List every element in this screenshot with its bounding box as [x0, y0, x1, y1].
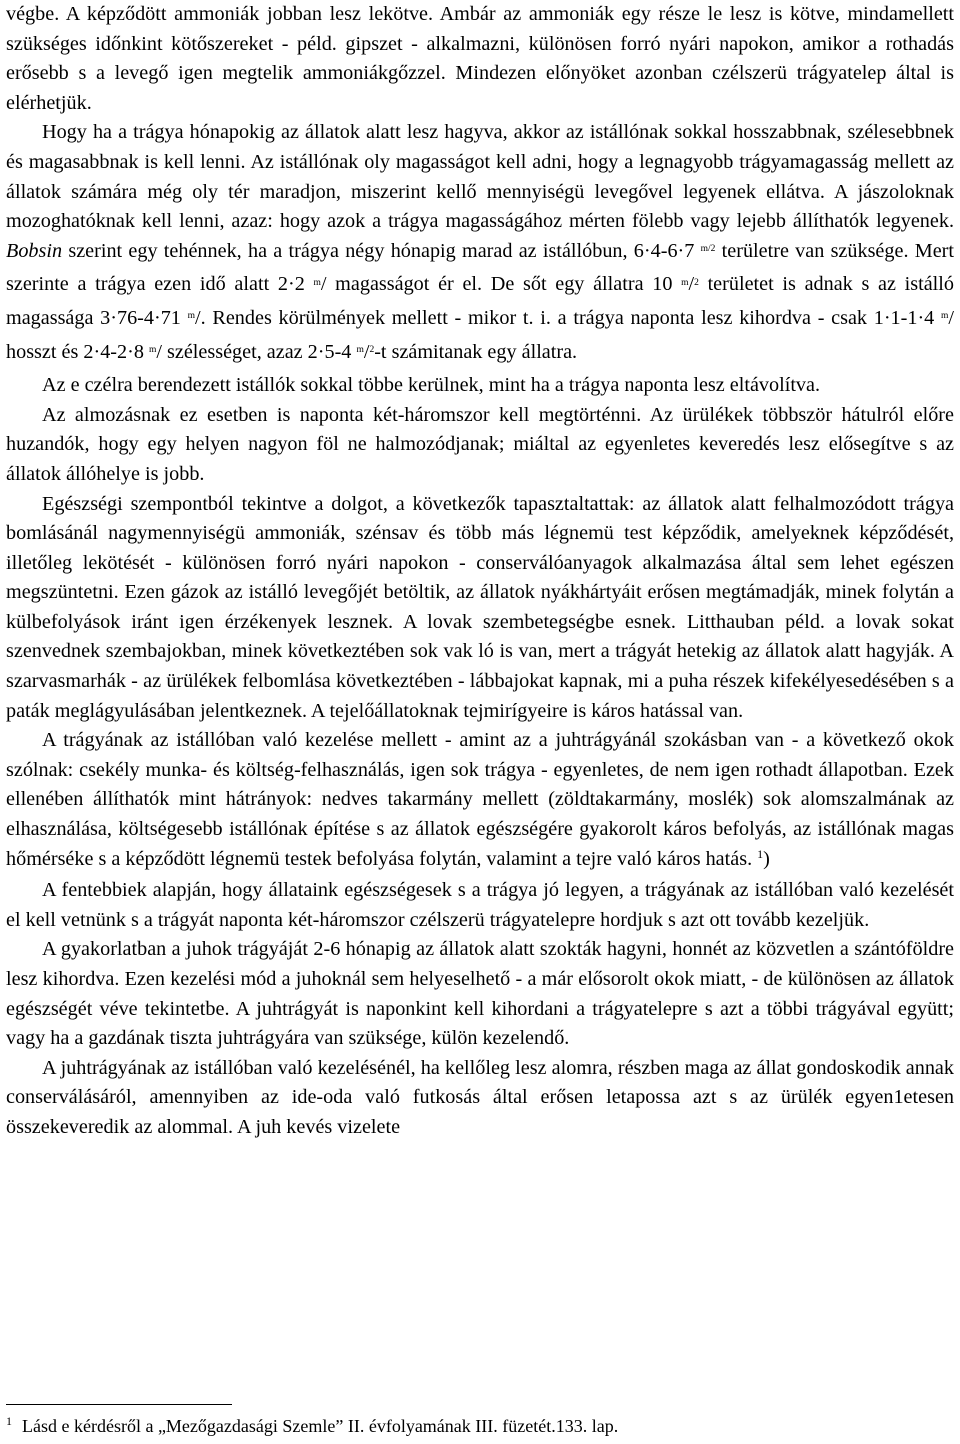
- text-run: / hosszt és 2·4-2·8: [6, 306, 954, 363]
- text-run: A juhtrágyának az istállóban való kezelésénél, ha kellőleg lesz alomra, részben maga az állat gondoskodik annak conserválásáról, amennyiben az ide-oda való futkosás által erősen letapossa azt s az ürülék egyen1etesen összekeveredik az alommal. A juh kevés vizelete: [6, 1056, 954, 1138]
- text-run: /: [688, 273, 695, 296]
- text-run: Az almozásnak ez esetben is naponta két-háromszor kell megtörténni. Az ürülékek többször hátulról előre huzandók, hogy egy helyen nagyon föl ne halmozódjanak; miáltal az egyenletes keveredés lesz elősegítve s az állatok állóhelye is jobb.: [6, 403, 954, 485]
- body-text: [6, 0, 954, 1143]
- unit-superscript: m: [356, 344, 364, 355]
- text-run: -t számitanak egy állatra.: [374, 340, 578, 363]
- unit-superscript: m: [681, 277, 689, 288]
- text-run: / magasságot ér el. De sőt egy állatra 10: [320, 273, 682, 296]
- unit-superscript: m: [148, 344, 157, 355]
- text-run: A trágyának az istállóban való kezelése mellett - amint az a juhtrágyánál szokásban van - a következő okok szólnak: csekély munka- és költség-felhasználás, igen sok trágya - egyenletes, de nem igen rothadt állapotban. Ezek ellenében állíthatók mint hátrányok: nedves takarmány mellett (zöldtakarmány, moslék) sok alomszalmának az elhasználása, költségesebb istállónak építése s az állatok egészségére gyakorolt káros befolyás, az istállónak magas hőmérséke s a képződött légnemü testek befolyása folytán, valamint a tejre való káros hatás.: [6, 729, 954, 870]
- footnote-reference: 1: [757, 847, 764, 862]
- text-run: / szélességet, azaz 2·5-4: [156, 340, 357, 363]
- paragraph: [6, 118, 954, 371]
- text-run: ): [763, 847, 770, 870]
- paragraph: [6, 371, 954, 401]
- paragraph: [6, 726, 954, 876]
- text-run: A gyakorlatban a juhok trágyáját 2-6 hónapig az állatok alatt szokták hagyni, honnét az közvetlen a szántóföldre lesz kihordva. Ezen kezelési mód a juhoknál sem helyeselhető - a már elősorolt okok miatt, - de különösen az állatok egészségét véve tekintetbe. A juhtrágyát is naponkint kell kihordani a trágyatelepre s azt a többi trágyával együtt; vagy ha a gazdának tiszta juhtrágyára van szüksége, külön kezelendő.: [6, 938, 954, 1050]
- text-run: szerint egy tehénnek, ha a trágya négy hónapig marad az istállóbun, 6·4-6·7: [62, 239, 701, 262]
- unit-superscript: 2: [369, 344, 375, 355]
- text-run: területet is adnak s az istálló magassága 3·76-4·71: [6, 273, 954, 329]
- text-run: Hogy ha a trágya hónapokig az állatok alatt lesz hagyva, akkor az istállónak sokkal hosszabbnak, szélesebbnek és magasabbnak is kell lenni. Az istállónak oly magasságot kell adni, hogy a legnagyobb trágyamagasság mellett az állatok számára még oly tér maradjon, miszerint kellő mennyiségü levegővel legyenek ellátva. A jászoloknak mozoghatóknak kell lenni, azaz: hogy azok a trágya magasságához mérten fölebb vagy lejebb állíthatók legyenek.: [6, 121, 954, 233]
- author-name: Bobsin: [6, 239, 63, 262]
- paragraph: [6, 1054, 954, 1143]
- text-run: végbe. A képződött ammoniák jobban lesz lekötve. Ambár az ammoniák egy része le lesz is kötve, mindamellett szükséges időnkint kötőszereket - péld. gipszet - alkalmazni, különösen forró nyári napokon, amikor a rothadás erősebb s a levegő igen megtelik ammoniákgőzzel. Mindezen előnyöket azonban czélszerü trágyatelep által is elérhetjük.: [6, 3, 954, 114]
- footnote-text: Lásd e kérdésről a „Mezőgazdasági Szemle” II. évfolyamának III. füzetét.133. lap.: [22, 1416, 619, 1436]
- paragraph: [6, 490, 954, 727]
- text-run: /. Rendes körülmények mellett - mikor t. i. a trágya naponta lesz kihordva - csak 1·1-1·4: [195, 306, 941, 329]
- text-run: területre van szüksége. Mert szerinte a trágya ezen idő alatt 2·2: [6, 239, 954, 296]
- paragraph: [6, 401, 954, 490]
- unit-superscript: m: [187, 311, 195, 322]
- footnote: [6, 1413, 946, 1441]
- paragraph: [6, 0, 954, 118]
- paragraph: [6, 935, 954, 1053]
- text-run: A fentebbiek alapján, hogy állataink egészségesek s a trágya jó legyen, a trágyának az istállóban való kezelését el kell vetnünk s a trágyát naponta két-háromszor czélszerü trágyatelepre hordjuk s azt ott tovább kezeljük.: [6, 879, 954, 931]
- text-run: Egészségi szempontból tekintve a dolgot, a következők tapasztaltattak: az állatok alatt felhalmozódott trágya bomlásánál nagymennyiségü ammoniák, szénsav és több más légnemü test képződik, amelyeknek képződését, illetőleg lekötését - különösen forró nyári napokon - conserválóanyagok alkalmazása által sem lehet egészen megszüntetni. Ezen gázok az istálló levegőjét betöltik, az állatok nyákhártyáit erősen megtámadják, minek folytán a külbefolyások iránt igen érzékenyek lesznek. A lovak szembetegségbe esnek. Litthauban péld. a lovak sokat szenvednek szembajokban, minek következtében sok vak ló is van, mert a trágyát hetekig az állatok alatt hagyják. A szarvasmarhák - az ürülékek felbomlása következtében - lábbajokat kapnak, mi a puha részek kifekélyesedésében s a paták meglágyulásában jelentkeznek. A tejelőállatoknak tejmirígyeire is káros hatással van.: [6, 492, 954, 722]
- footnote-number: 1: [6, 1413, 12, 1428]
- unit-superscript: 2: [694, 277, 699, 288]
- unit-superscript: m/2: [700, 244, 716, 255]
- text-run: Az e czélra berendezett istállók sokkal többe kerülnek, mint ha a trágya naponta lesz eltávolítva.: [42, 374, 821, 397]
- footnote-separator: [6, 1404, 232, 1405]
- unit-superscript: m: [313, 277, 321, 288]
- unit-superscript: m: [941, 311, 949, 322]
- paragraph: [6, 876, 954, 935]
- text-run: /: [363, 340, 370, 363]
